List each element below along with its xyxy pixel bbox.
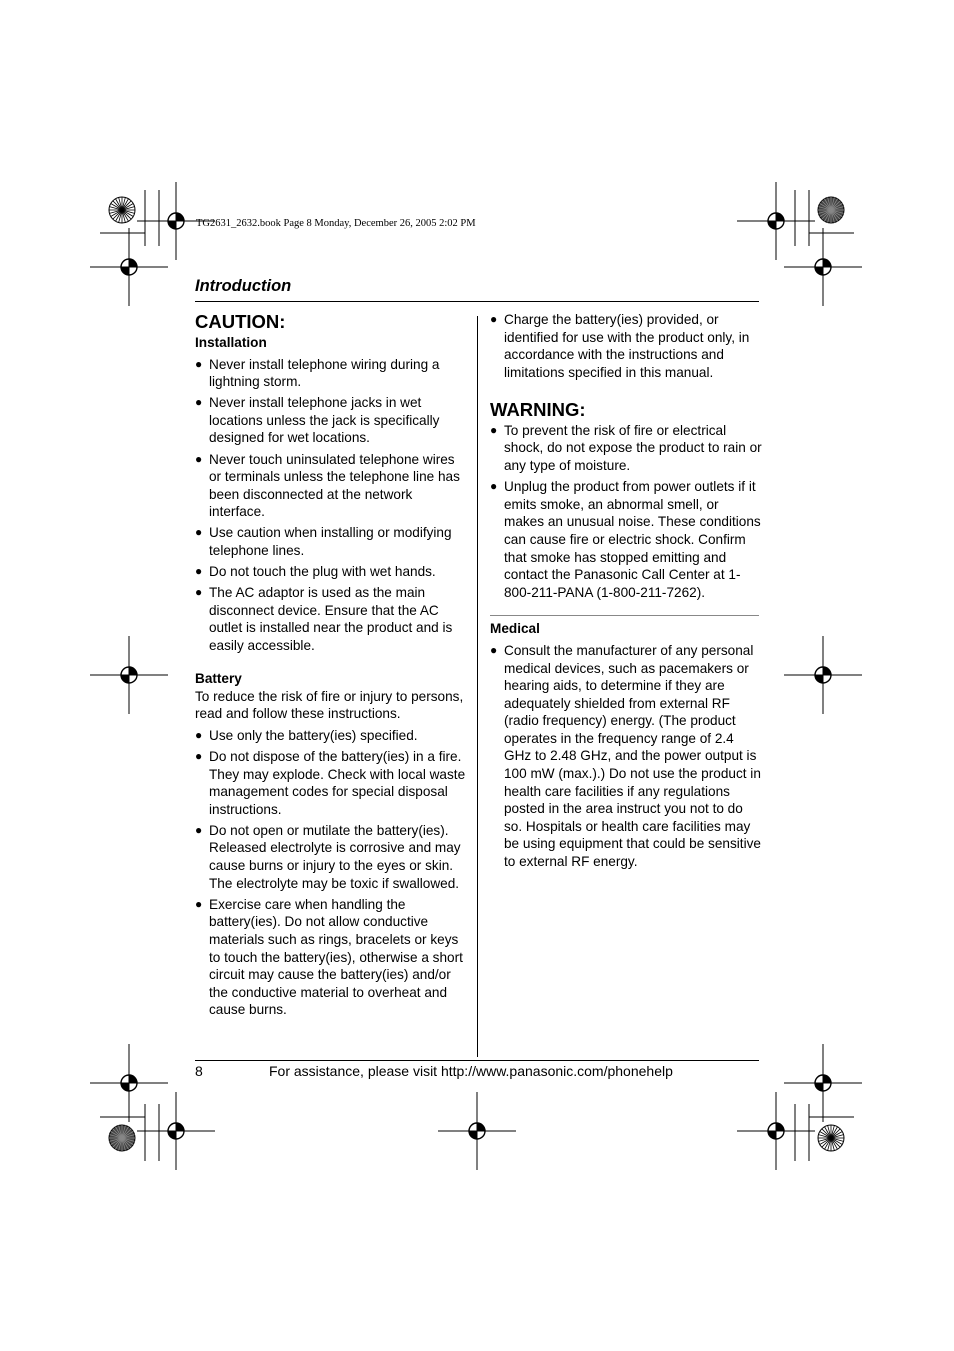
- registration-mark-icon: [784, 228, 862, 306]
- list-item: ● Use caution when installing or modifying telephone lines.: [195, 525, 452, 559]
- registration-mark-icon: [90, 228, 168, 306]
- registration-mark-icon: [90, 1044, 168, 1122]
- right-column: [490, 311, 762, 874]
- warning-heading: WARNING:: [490, 398, 586, 420]
- installation-list: [195, 356, 467, 655]
- battery-intro: To reduce the risk of fire or injury to persons, read and follow these instructions.: [195, 688, 464, 722]
- warning-list: [490, 422, 762, 601]
- medical-heading: Medical: [490, 621, 540, 637]
- registration-mark-icon: [90, 636, 168, 714]
- column-divider: [477, 316, 478, 1057]
- registration-mark-icon: [737, 1092, 815, 1170]
- list-item: ● Do not open or mutilate the battery(ies). Released electrolyte is corrosive and may cause burns or injury to the eyes or skin. The electrolyte may be toxic if swallowed.: [195, 822, 461, 891]
- medical-divider: [490, 615, 759, 616]
- list-item: ● The AC adaptor is used as the main disconnect device. Ensure that the AC outlet is installed near the product and is easily accessible.: [195, 585, 453, 653]
- list-item: ● Never touch uninsulated telephone wires or terminals unless the telephone line has been disconnected at the network interface.: [195, 451, 460, 520]
- footer-rule: [195, 1060, 759, 1061]
- bullet-icon: ●: [490, 479, 498, 494]
- battery-heading: Battery: [195, 671, 242, 687]
- footer-help-text: For assistance, please visit http://www.panasonic.com/phonehelp: [269, 1063, 673, 1079]
- bullet-icon: ●: [195, 748, 203, 763]
- registration-mark-icon: [737, 182, 815, 260]
- registration-mark-icon: [784, 1044, 862, 1122]
- registration-mark-icon: [438, 1092, 516, 1170]
- bullet-icon: ●: [195, 356, 203, 371]
- bullet-icon: ●: [195, 395, 203, 410]
- bullet-icon: ●: [195, 896, 203, 911]
- list-item: ● Use only the battery(ies) specified.: [195, 727, 418, 743]
- star-target-icon: [109, 197, 135, 223]
- bullet-icon: ●: [195, 564, 203, 579]
- bullet-icon: ●: [195, 727, 203, 742]
- bullet-icon: ●: [195, 451, 203, 466]
- list-item: ● Do not touch the plug with wet hands.: [195, 564, 436, 580]
- star-target-icon: [818, 1125, 844, 1151]
- list-item: ● Consult the manufacturer of any personal medical devices, such as pacemakers or hearing aids, to determine if they are adequately shielded from external RF (radio frequency) energy. (The product operates in the frequency range of 2.4 GHz to 2.48 GHz, and the power output is 100 mW (max.).) Do not use the product in health care facilities if any regulations posted in the area instruct you not to do so. Hospitals or health care facilities may be using equipment that could be sensitive to external RF energy.: [490, 642, 761, 870]
- battery-list: [195, 727, 467, 1019]
- section-title: Introduction: [195, 277, 292, 295]
- registration-mark-icon: [137, 1092, 215, 1170]
- bullet-icon: ●: [195, 525, 203, 540]
- battery-list-continued: [490, 311, 762, 381]
- bullet-icon: ●: [490, 422, 498, 437]
- installation-heading: Installation: [195, 335, 267, 350]
- page-number: 8: [195, 1063, 203, 1079]
- star-target-icon: [109, 1125, 135, 1151]
- bullet-icon: ●: [490, 312, 498, 326]
- bullet-icon: ●: [490, 642, 498, 657]
- list-item: ● Charge the battery(ies) provided, or identified for use with the product only, in accordance with the instructions and limitations specified in this manual.: [490, 312, 750, 380]
- list-item: ● Exercise care when handling the battery(ies). Do not allow conductive materials such as rings, bracelets or keys to touch the battery(ies), otherwise a short circuit may cause the battery(ies) and/or the conductive material to overheat and cause burns.: [195, 896, 463, 1018]
- list-item: ● Unplug the product from power outlets if it emits smoke, an abnormal smell, or makes an unusual noise. These conditions can cause fire or electric shock. Confirm that smoke has stopped emitting and contact the Panasonic Call Center at 1-800-211-PANA (1-800-211-7262).: [490, 479, 761, 600]
- print-slug: TG2631_2632.book Page 8 Monday, December 26, 2005 2:02 PM: [196, 218, 476, 229]
- caution-heading: CAUTION:: [195, 311, 286, 332]
- registration-mark-icon: [784, 636, 862, 714]
- star-target-icon: [818, 197, 844, 223]
- header-rule: [195, 301, 759, 302]
- list-item: ● Never install telephone wiring during a lightning storm.: [195, 356, 440, 390]
- left-column: [195, 311, 467, 1022]
- list-item: ● Never install telephone jacks in wet locations unless the jack is specifically designed for wet locations.: [195, 395, 440, 446]
- list-item: ● Do not dispose of the battery(ies) in a fire. They may explode. Check with local waste management codes for special disposal instructions.: [195, 748, 466, 817]
- medical-list: [490, 642, 762, 871]
- list-item: ● To prevent the risk of fire or electrical shock, do not expose the product to rain or any type of moisture.: [490, 422, 762, 474]
- bullet-icon: ●: [195, 822, 203, 837]
- bullet-icon: ●: [195, 585, 203, 600]
